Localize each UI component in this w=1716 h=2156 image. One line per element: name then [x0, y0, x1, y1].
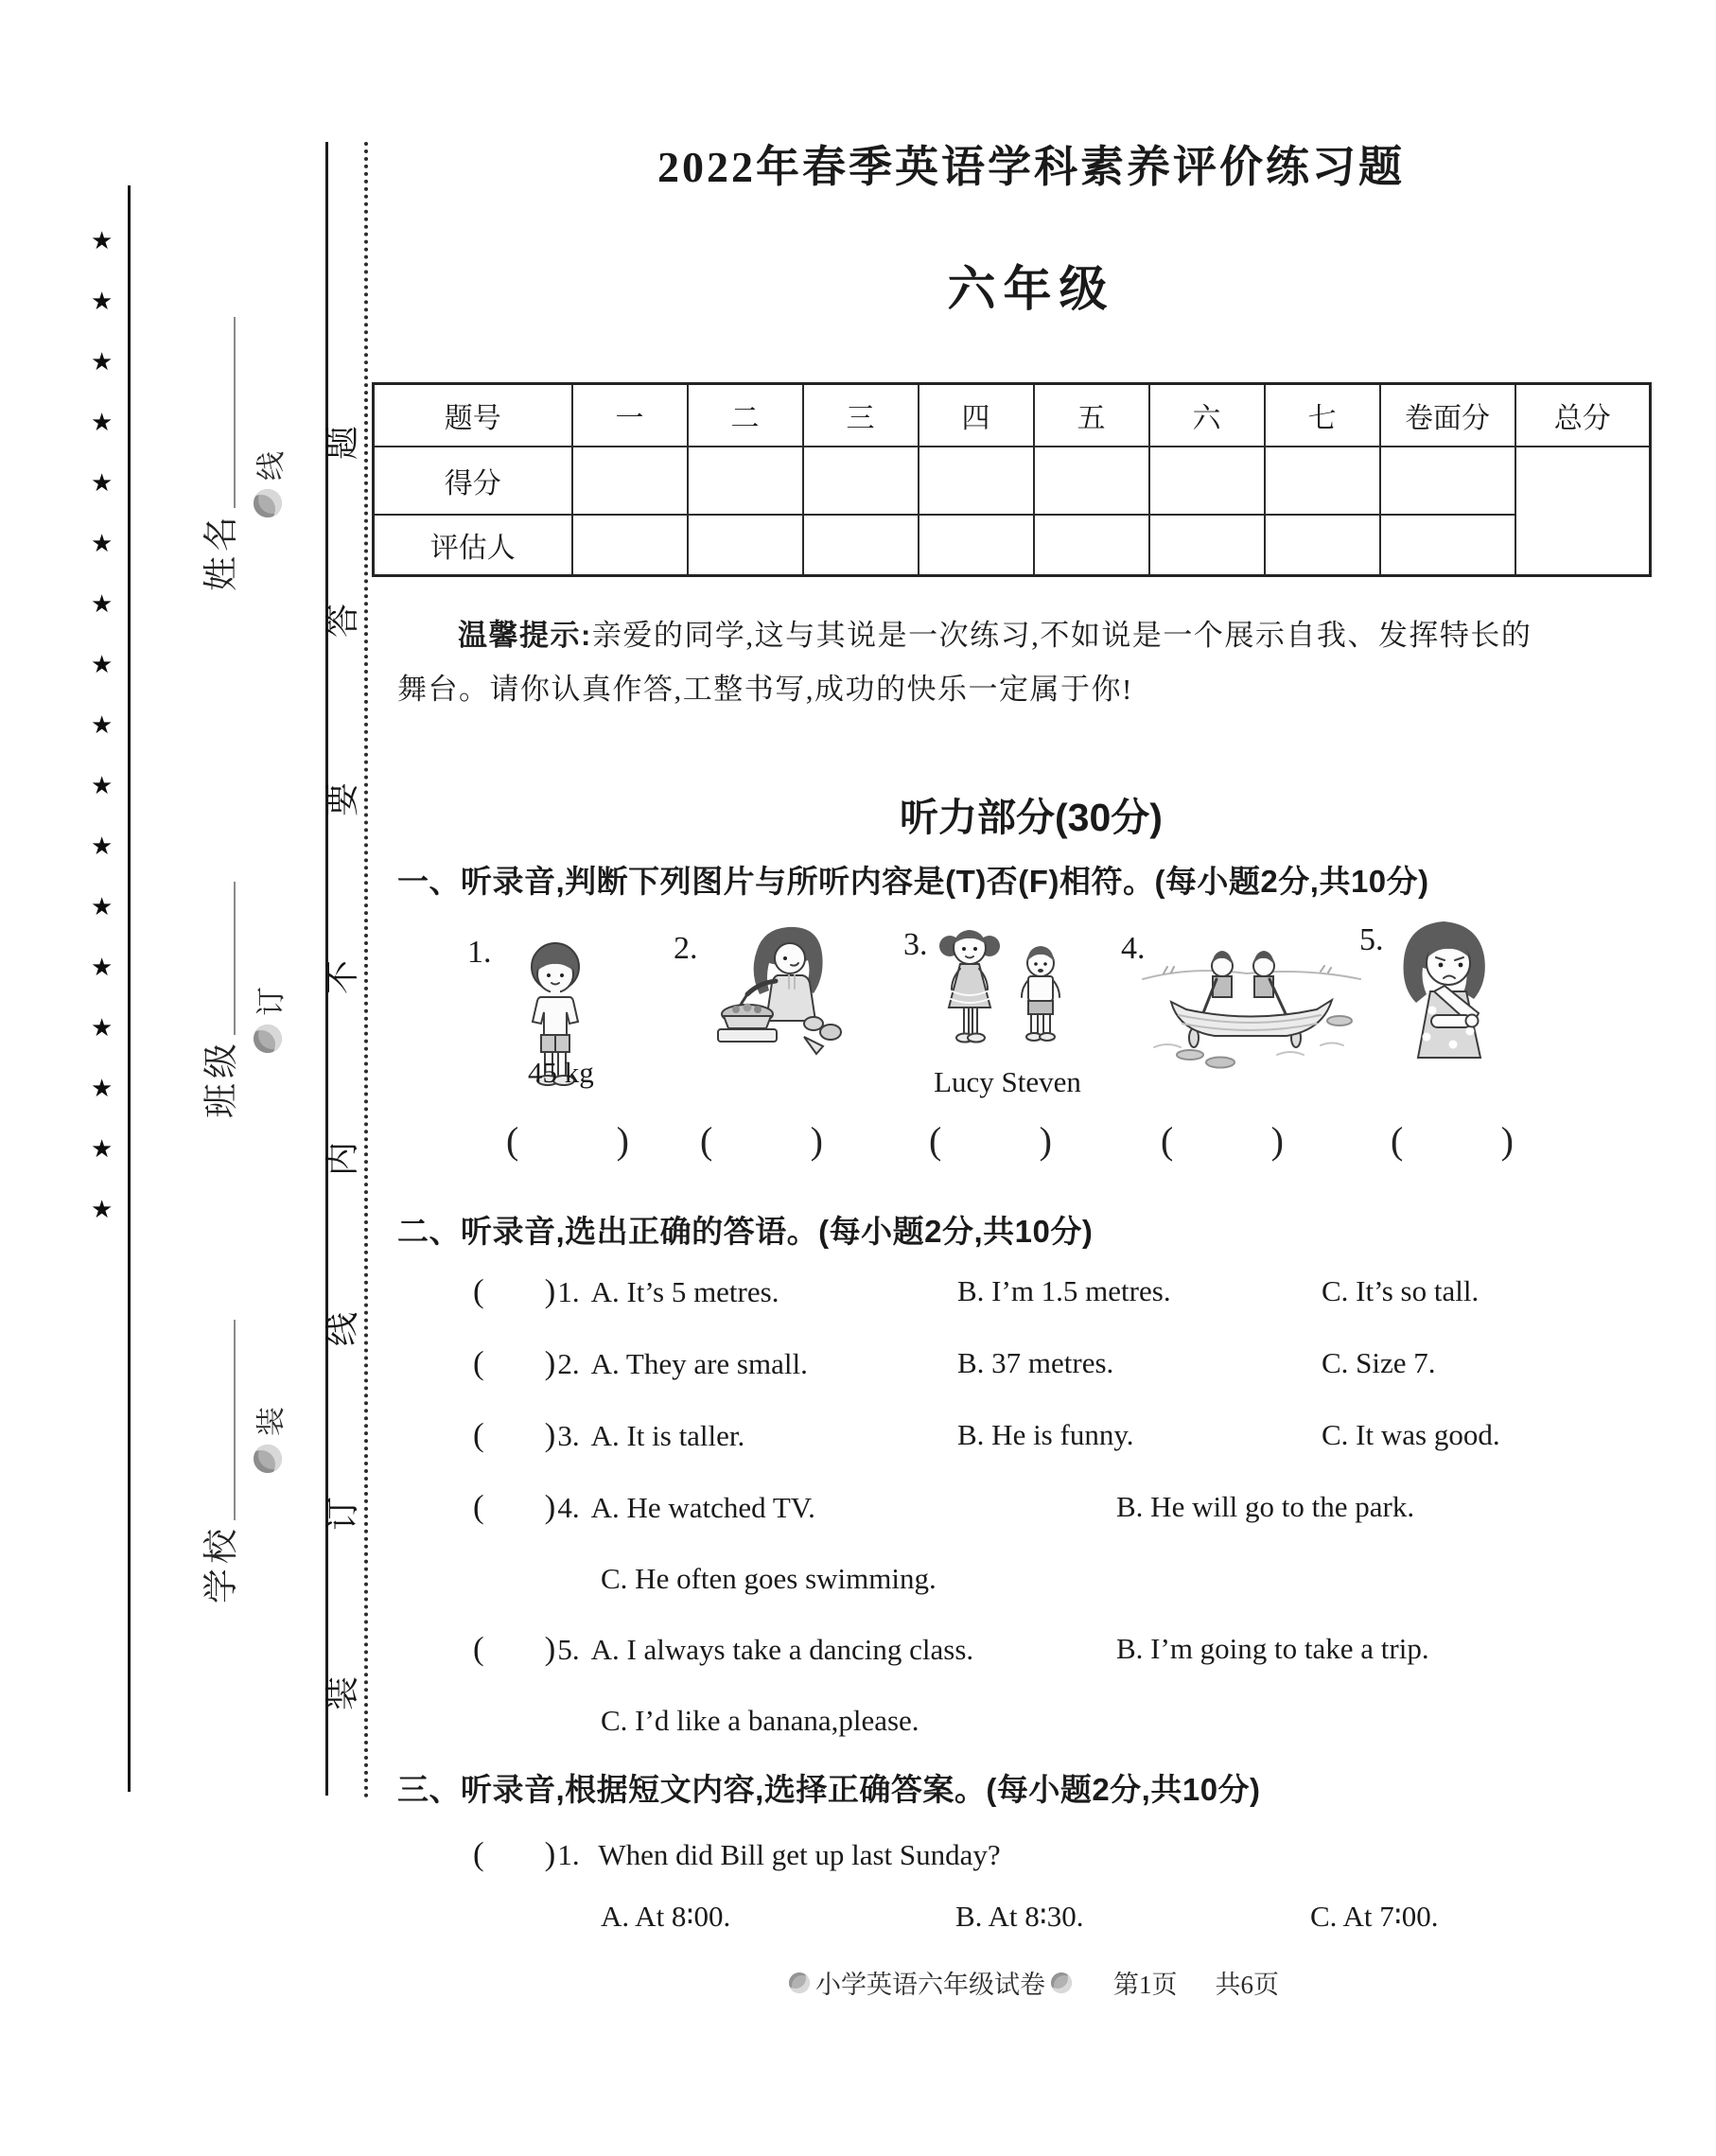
question-text: When did Bill get up last Sunday?: [598, 1838, 1001, 1871]
option-c-row: [601, 1557, 937, 1601]
footer-page-number: 第1页: [1113, 1971, 1178, 1999]
field-label: 班级: [202, 1039, 241, 1118]
image-woman-cooking: [698, 918, 861, 1078]
image-girl-and-boy: [922, 918, 1088, 1069]
option-b: B. I’m going to take a trip.: [1116, 1632, 1429, 1665]
answer-bracket[interactable]: (: [473, 1344, 484, 1381]
score-row-label: 得分: [374, 447, 572, 515]
star-icon: ★: [91, 711, 114, 739]
image-girl-arm-sling: [1374, 916, 1515, 1094]
option-a: A. I always take a dancing class.: [590, 1633, 974, 1666]
section3-heading: 三、听录音,根据短文内容,选择正确答案。(每小题2分,共10分): [397, 1772, 1261, 1807]
score-table-header-cell: 卷面分: [1380, 384, 1515, 447]
score-cell[interactable]: [572, 447, 688, 515]
picture-caption: Lucy Steven: [934, 1065, 1081, 1098]
answer-bracket[interactable]: (: [473, 1630, 484, 1667]
score-row-label: 评估人: [374, 515, 572, 576]
binding-phrase-char: 答: [324, 604, 361, 639]
notice-line-2: 舞台。请你认真作答,工整书写,成功的快乐一定属于你!: [397, 673, 1133, 706]
binding-phrase-char: 装: [324, 1676, 361, 1711]
answer-bracket[interactable]: ): [544, 1272, 556, 1309]
option-c: C. He often goes swimming.: [601, 1562, 937, 1595]
score-table-header-cell: 总分: [1515, 384, 1651, 447]
listening-choice-row: [473, 1413, 1684, 1459]
logo-ball-icon: [789, 1972, 810, 1993]
question-number: 4.: [1121, 931, 1146, 966]
answer-bracket[interactable]: ( ): [929, 1119, 1052, 1162]
score-cell[interactable]: [919, 515, 1034, 576]
star-icon: ★: [91, 288, 114, 315]
score-table-header-cell: 六: [1149, 384, 1265, 447]
notice-label: 温馨提示:: [458, 619, 592, 652]
picture-caption: 45 kg: [528, 1056, 594, 1089]
score-table-header-cell: 三: [803, 384, 919, 447]
answer-bracket[interactable]: ): [544, 1630, 556, 1667]
option-a: A. It is taller.: [590, 1419, 745, 1452]
binding-dotted-line: [364, 142, 368, 1799]
option-c: C. It was good.: [1322, 1418, 1500, 1451]
option-c-row: [601, 1699, 919, 1743]
star-icon: ★: [91, 893, 114, 920]
answer-bracket[interactable]: ( ): [1161, 1119, 1284, 1162]
answer-bracket[interactable]: ): [544, 1488, 556, 1525]
star-icon: ★: [91, 772, 114, 799]
question-number: 1.: [557, 1838, 580, 1871]
score-cell[interactable]: [1265, 515, 1380, 576]
score-cell[interactable]: [1380, 447, 1515, 515]
listening-choice-row: [473, 1341, 1684, 1387]
star-icon: ★: [91, 227, 114, 254]
binding-stamp: [250, 451, 286, 517]
score-table: [372, 382, 1652, 577]
score-table-header-cell: 一: [572, 384, 688, 447]
star-icon: ★: [91, 954, 114, 981]
option-c: C. Size 7.: [1322, 1346, 1436, 1379]
section3-question-row: ( )1. When did Bill get up last Sunday?: [473, 1835, 1001, 1872]
listening-part-heading: 听力部分(30分): [900, 796, 1163, 839]
page-footer: [397, 1964, 1665, 2001]
binding-stamp: [250, 1407, 286, 1473]
answer-bracket[interactable]: (: [473, 1416, 484, 1453]
question-number: 3.: [557, 1419, 580, 1452]
student-field-class: [201, 882, 243, 1118]
student-field-school: [201, 1320, 243, 1604]
star-icon: ★: [91, 833, 114, 860]
star-icon: ★: [91, 530, 114, 557]
option-b: B. He will go to the park.: [1116, 1490, 1415, 1523]
footer-total-pages: 共6页: [1215, 1971, 1279, 1999]
option-c: C. At 7∶00.: [1310, 1900, 1439, 1933]
option-a: A. He watched TV.: [590, 1491, 815, 1524]
answer-bracket[interactable]: ( ): [506, 1119, 629, 1162]
score-cell[interactable]: [1265, 447, 1380, 515]
score-cell[interactable]: [1149, 447, 1265, 515]
question-number: 3.: [903, 927, 928, 962]
question-number: 2.: [674, 931, 698, 966]
score-cell[interactable]: [1034, 515, 1149, 576]
option-b: B. 37 metres.: [957, 1346, 1114, 1379]
star-icon: ★: [91, 469, 114, 497]
score-cell[interactable]: [1149, 515, 1265, 576]
listening-choice-row: [473, 1270, 1684, 1315]
page-title: 2022年春季英语学科素养评价练习题: [657, 143, 1405, 191]
field-label: 学校: [202, 1524, 241, 1604]
answer-bracket[interactable]: (: [473, 1488, 484, 1525]
answer-bracket[interactable]: (: [473, 1835, 484, 1872]
score-cell[interactable]: [572, 515, 688, 576]
score-cell[interactable]: [919, 447, 1034, 515]
answer-bracket[interactable]: ( ): [700, 1119, 823, 1162]
score-table-header-cell: 七: [1265, 384, 1380, 447]
question-number: 4.: [557, 1491, 580, 1524]
stamp-char: 线: [254, 451, 288, 481]
question-number: 2.: [557, 1347, 580, 1380]
star-icon: ★: [91, 1075, 114, 1102]
option-a: A. At 8∶00.: [601, 1900, 731, 1933]
score-table-header-cell: 题号: [374, 384, 572, 447]
option-b: B. He is funny.: [957, 1418, 1134, 1451]
score-table-header-cell: 四: [919, 384, 1034, 447]
field-blank-line[interactable]: [234, 882, 236, 1035]
score-cell[interactable]: [688, 515, 803, 576]
score-cell[interactable]: [688, 447, 803, 515]
score-cell[interactable]: [803, 515, 919, 576]
binding-stamp: [250, 987, 286, 1053]
field-blank-line[interactable]: [234, 317, 236, 508]
question-number: 5.: [1359, 922, 1384, 957]
star-icon: ★: [91, 1014, 114, 1042]
logo-ball-icon: [254, 1025, 282, 1053]
score-cell[interactable]: [1034, 447, 1149, 515]
answer-bracket[interactable]: ( ): [1391, 1119, 1514, 1162]
section2-heading: 二、听录音,选出正确的答语。(每小题2分,共10分): [397, 1214, 1094, 1249]
star-icon: ★: [91, 651, 114, 678]
score-cell[interactable]: [803, 447, 919, 515]
option-c: C. I’d like a banana,please.: [601, 1704, 919, 1737]
score-table-header-cell: 五: [1034, 384, 1149, 447]
question-number: 5.: [557, 1633, 580, 1666]
binding-phrase-char: 线: [324, 1312, 361, 1347]
question-number: 1.: [467, 935, 492, 970]
field-label: 姓名: [202, 512, 241, 591]
option-a: A. It’s 5 metres.: [590, 1275, 779, 1308]
section1-heading: 一、听录音,判断下列图片与所听内容是(T)否(F)相符。(每小题2分,共10分): [397, 864, 1429, 899]
answer-bracket[interactable]: (: [473, 1272, 484, 1309]
binding-phrase-char: 订: [324, 1497, 361, 1532]
logo-ball-icon: [254, 489, 282, 517]
logo-ball-icon: [1051, 1972, 1072, 1993]
score-table-header-cell: 二: [688, 384, 803, 447]
image-kids-rowing-boat: [1135, 930, 1367, 1072]
total-score-cell[interactable]: [1515, 447, 1651, 576]
option-b: B. I’m 1.5 metres.: [957, 1274, 1171, 1307]
answer-bracket[interactable]: ): [544, 1344, 556, 1381]
star-icon: ★: [91, 409, 114, 436]
footer-doc-title: 小学英语六年级试卷: [815, 1971, 1045, 1999]
stamp-char: 订: [254, 987, 288, 1016]
star-icon: ★: [91, 1135, 114, 1163]
binding-phrase-char: 要: [324, 782, 361, 817]
score-cell[interactable]: [1380, 515, 1515, 576]
listening-choice-row: [473, 1485, 1684, 1531]
star-icon: ★: [91, 1196, 114, 1223]
student-field-name: [201, 317, 243, 591]
question-number: 1.: [557, 1275, 580, 1308]
binding-phrase-char: 题: [324, 426, 361, 461]
notice-line-1: 温馨提示:亲爱的同学,这与其说是一次练习,不如说是一个展示自我、发挥特长的: [458, 619, 1532, 652]
binding-rule-line: [128, 185, 131, 1792]
listening-choice-row: [473, 1627, 1684, 1673]
stamp-char: 装: [254, 1407, 288, 1436]
field-blank-line[interactable]: [234, 1320, 236, 1520]
option-b: B. At 8∶30.: [955, 1900, 1084, 1933]
star-icon: ★: [91, 348, 114, 376]
star-icon: ★: [91, 590, 114, 618]
binding-phrase-char: 内: [324, 1142, 361, 1177]
binding-phrase-char: 不: [324, 960, 361, 995]
answer-bracket[interactable]: ): [544, 1416, 556, 1453]
option-a: A. They are small.: [590, 1347, 808, 1380]
logo-ball-icon: [254, 1445, 282, 1473]
option-c: C. It’s so tall.: [1322, 1274, 1480, 1307]
grade-subtitle: 六年级: [947, 264, 1115, 317]
